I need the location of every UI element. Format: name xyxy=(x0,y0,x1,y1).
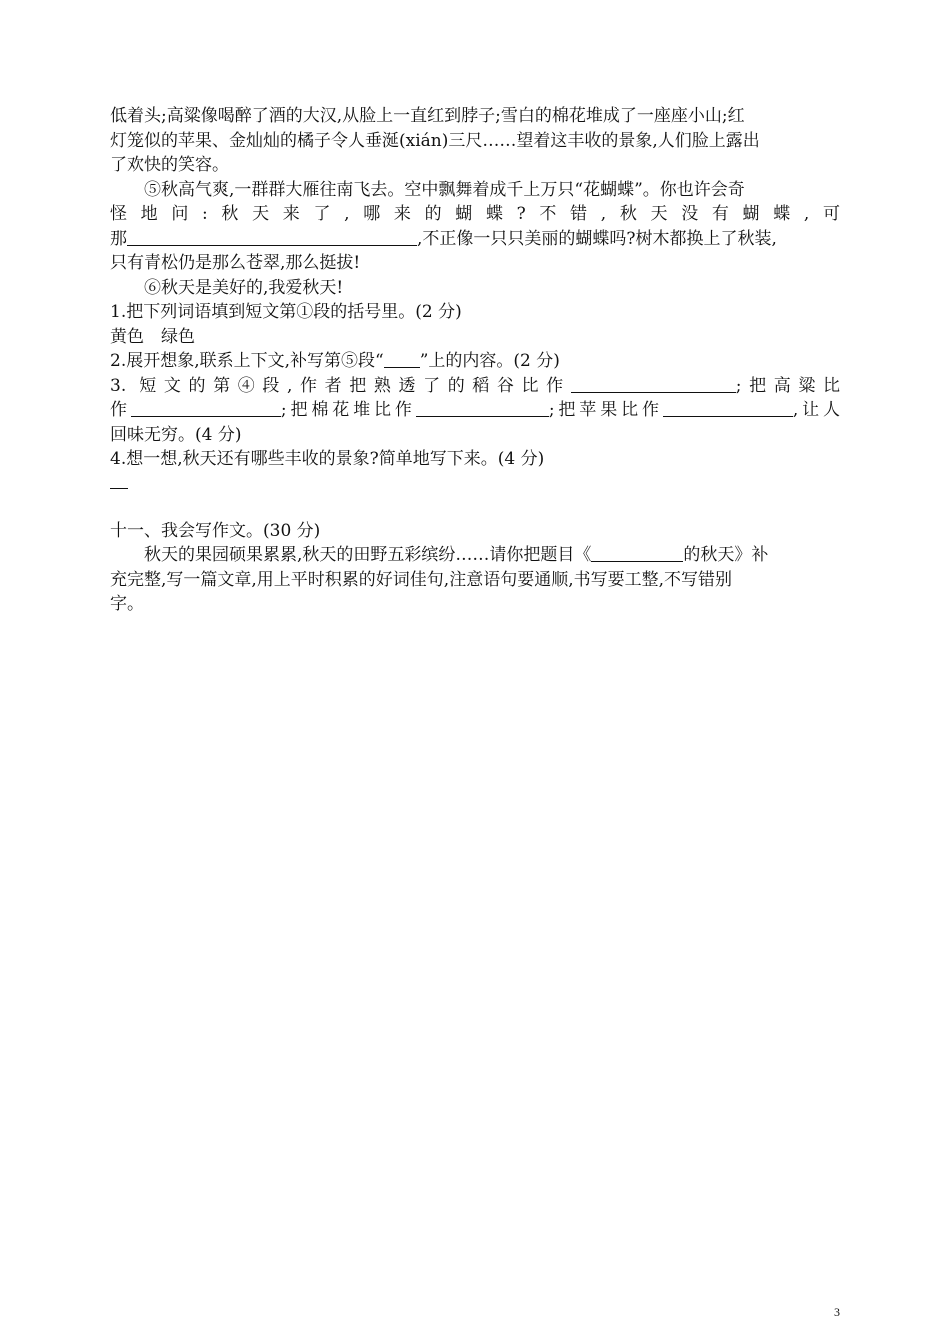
section-11-line xyxy=(110,543,840,568)
section-11-text: 的秋天》补 xyxy=(683,545,769,565)
question-1: 1.把下列词语填到短文第①段的括号里。(2 分) xyxy=(110,302,462,322)
paragraph-5-blank-line xyxy=(110,227,840,252)
paragraph-5-line: 只有青松仍是那么苍翠,那么挺拔! xyxy=(110,253,361,273)
answer-dash[interactable] xyxy=(110,488,128,489)
question-2 xyxy=(110,349,840,374)
question-3-text: ;把棉花堆比作 xyxy=(280,400,416,420)
fill-in-blank[interactable] xyxy=(663,399,793,417)
question-2-text: 2.展开想象,联系上下文,补写第⑤段“ xyxy=(110,351,384,371)
section-11-line: 字。 xyxy=(110,594,144,614)
fill-in-blank[interactable] xyxy=(571,375,736,393)
question-3-text: ;把高粱比 xyxy=(735,375,840,396)
question-3-line xyxy=(110,398,840,423)
fill-in-blank[interactable] xyxy=(131,399,281,417)
fill-in-blank[interactable] xyxy=(384,350,420,368)
paragraph-4-line: 了欢快的笑容。 xyxy=(110,155,229,175)
question-3-line xyxy=(110,374,840,399)
fill-in-blank[interactable] xyxy=(591,544,683,562)
section-11-line: 充完整,写一篇文章,用上平时积累的好词佳句,注意语句要通顺,书写要工整,不写错别 xyxy=(110,569,733,590)
question-2-text: ”上的内容。(2 分) xyxy=(419,351,560,371)
paragraph-4-line: 低着头;高粱像喝醉了酒的大汉,从脸上一直红到脖子;雪白的棉花堆成了一座座小山;红 xyxy=(110,106,745,126)
paragraph-4-line: 灯笼似的苹果、金灿灿的橘子令人垂涎(xián)三尺……望着这丰收的景象,人们脸上露出 xyxy=(110,130,760,151)
section-11-text: 秋天的果园硕果累累,秋天的田野五彩缤纷……请你把题目《 xyxy=(144,545,592,565)
question-4: 4.想一想,秋天还有哪些丰收的景象?简单地写下来。(4 分) xyxy=(110,449,545,469)
paragraph-5-text: 那 xyxy=(110,228,127,249)
question-3-text: ;把苹果比作 xyxy=(548,400,663,420)
page-number: 3 xyxy=(834,1305,840,1319)
question-3-line: 回味无穷。(4 分) xyxy=(110,424,242,445)
question-3-text: 作 xyxy=(110,400,131,420)
paragraph-5-line: 怪地问:秋天来了,哪来的蝴蝶?不错,秋天没有蝴蝶,可 xyxy=(110,204,840,224)
question-3-text: ,让人 xyxy=(792,400,841,420)
fill-in-blank[interactable] xyxy=(416,399,549,417)
fill-in-blank[interactable] xyxy=(127,228,417,246)
paragraph-5-text: ,不正像一只只美丽的蝴蝶吗?树木都换上了秋装, xyxy=(417,228,777,249)
question-1-words: 黄色 绿色 xyxy=(110,326,195,347)
question-3-text: 3. 短文的第④段,作者把熟透了的稻谷比作 xyxy=(110,375,571,396)
paragraph-6: ⑥秋天是美好的,我爱秋天! xyxy=(144,277,344,298)
section-11-title: 十一、我会写作文。(30 分) xyxy=(110,520,321,541)
worksheet-content xyxy=(110,104,840,617)
paragraph-5-line: ⑤秋高气爽,一群群大雁往南飞去。空中飘舞着成千上万只“花蝴蝶”。你也许会奇 xyxy=(144,179,745,200)
